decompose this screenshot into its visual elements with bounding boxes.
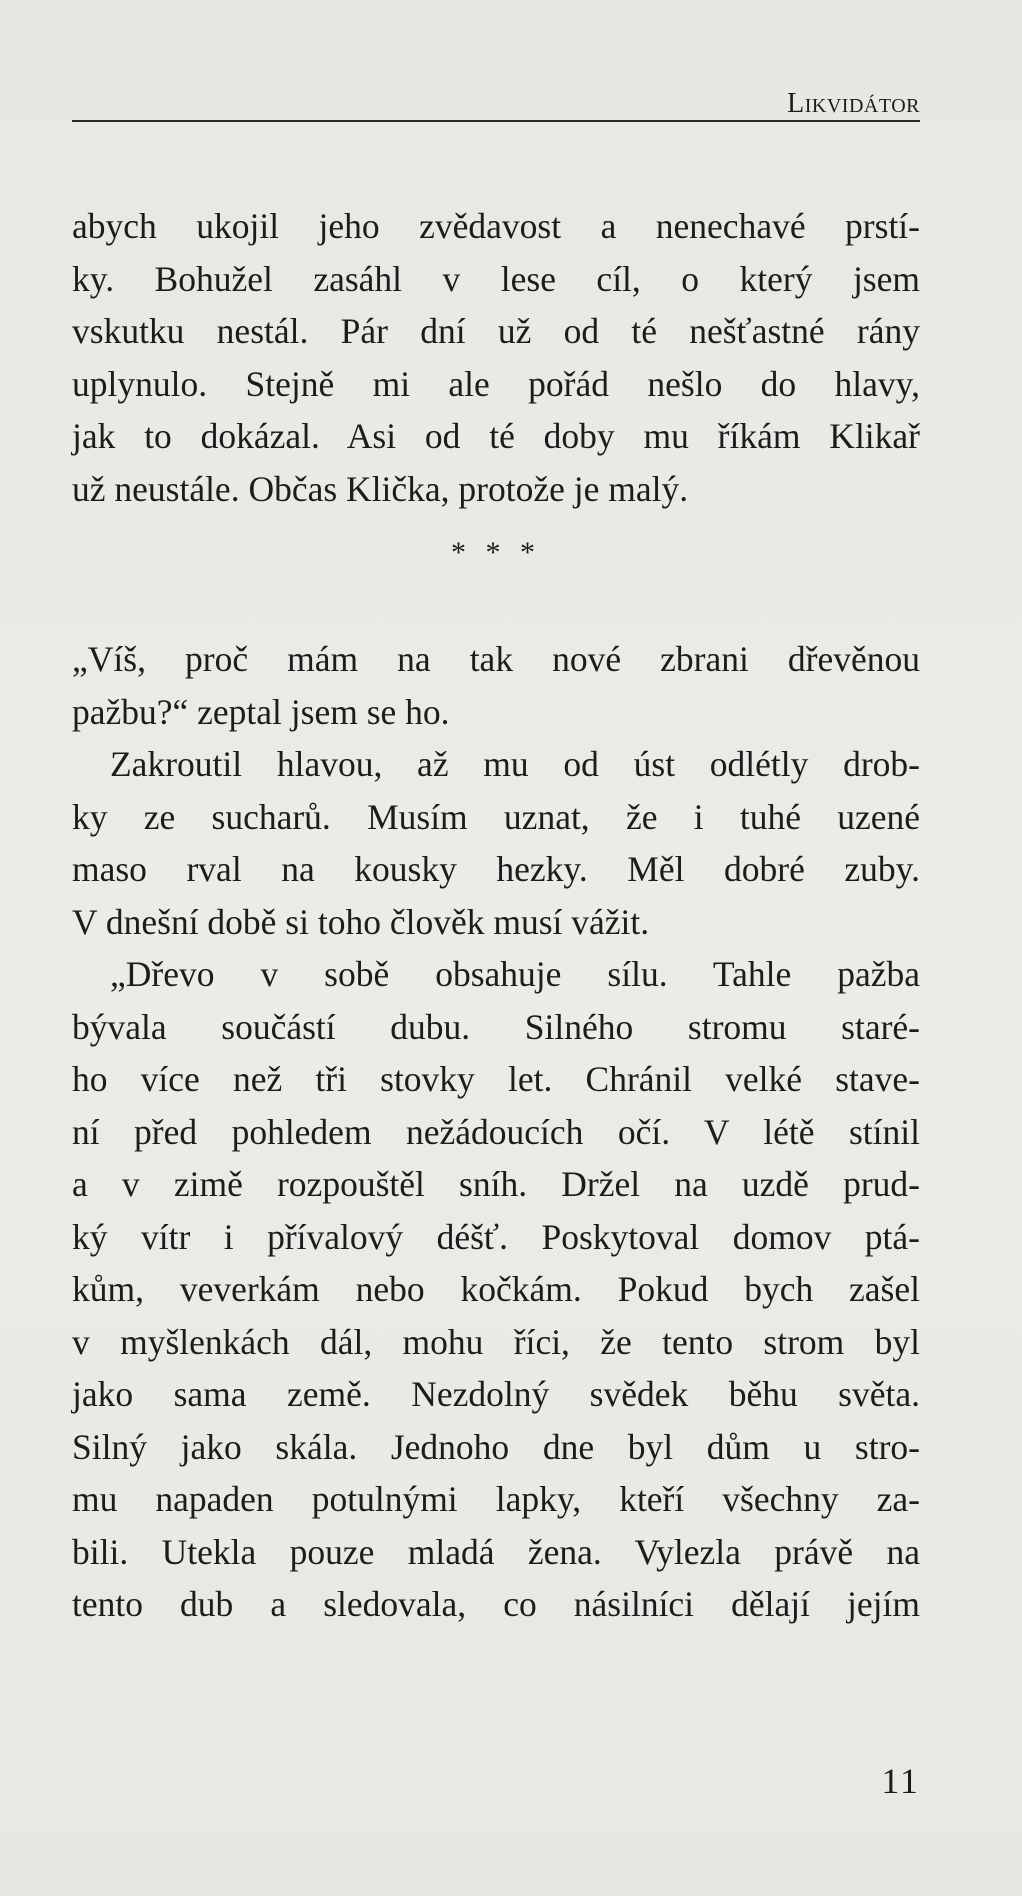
body-text [72, 200, 920, 1631]
page-number: 11 [881, 1761, 920, 1801]
header-rule [72, 120, 920, 122]
text-line: kům, veverkám nebo kočkám. Pokud bych zašel [72, 1269, 920, 1309]
text-line: ky ze sucharů. Musím uznat, že i tuhé uzené [72, 796, 920, 837]
text-line: abych ukojil jeho zvědavost a nenechavé prstí- [72, 206, 920, 246]
text-line: vskutku nestál. Pár dní už od té nešťastné rány [72, 311, 920, 351]
paragraph-1 [72, 200, 920, 515]
text-line: bývala součástí dubu. Silného stromu staré- [72, 1006, 920, 1047]
section-separator: * * * [451, 536, 541, 569]
running-head: Likvidátor [787, 88, 920, 119]
text-line: ky. Bohužel zasáhl v lese cíl, o který jsem [72, 258, 920, 299]
text-line: už neustále. Občas Klička, protože je malý. [72, 468, 689, 509]
text-line: Zakroutil hlavou, až mu od úst odlétly drob- [110, 744, 920, 784]
text-line: pažbu?“ zeptal jsem se ho. [72, 691, 450, 732]
paragraph-2 [72, 633, 920, 738]
text-line: a v zimě rozpouštěl sníh. Držel na uzdě prud- [72, 1164, 920, 1204]
text-line: mu napaden potulnými lapky, kteří všechny za- [72, 1479, 920, 1519]
paragraph-4 [72, 948, 920, 1631]
text-line: ký vítr i přívalový déšť. Poskytoval domov ptá- [72, 1216, 920, 1257]
text-line: uplynulo. Stejně mi ale pořád nešlo do hlavy, [72, 363, 920, 404]
paragraph-3 [72, 738, 920, 948]
text-line: V dnešní době si toho člověk musí vážit. [72, 901, 650, 942]
text-line: ho více než tři stovky let. Chránil velké stave- [72, 1059, 920, 1099]
text-line: jako sama země. Nezdolný svědek běhu světa. [72, 1374, 920, 1414]
text-line: bili. Utekla pouze mladá žena. Vylezla právě na [72, 1531, 920, 1572]
text-line: jak to dokázal. Asi od té doby mu říkám Klikař [72, 416, 920, 456]
text-line: „Dřevo v sobě obsahuje sílu. Tahle pažba [110, 954, 920, 994]
text-line: maso rval na kousky hezky. Měl dobré zuby. [72, 849, 920, 889]
text-line: ní před pohledem nežádoucích očí. V létě stínil [72, 1111, 920, 1152]
text-line: „Víš, proč mám na tak nové zbrani dřevěnou [72, 639, 920, 679]
text-line: Silný jako skála. Jednoho dne byl dům u stro- [72, 1426, 920, 1467]
text-line: tento dub a sledovala, co násilníci dělají jejím [72, 1584, 920, 1624]
text-line: v myšlenkách dál, mohu říci, že tento strom byl [72, 1321, 920, 1362]
